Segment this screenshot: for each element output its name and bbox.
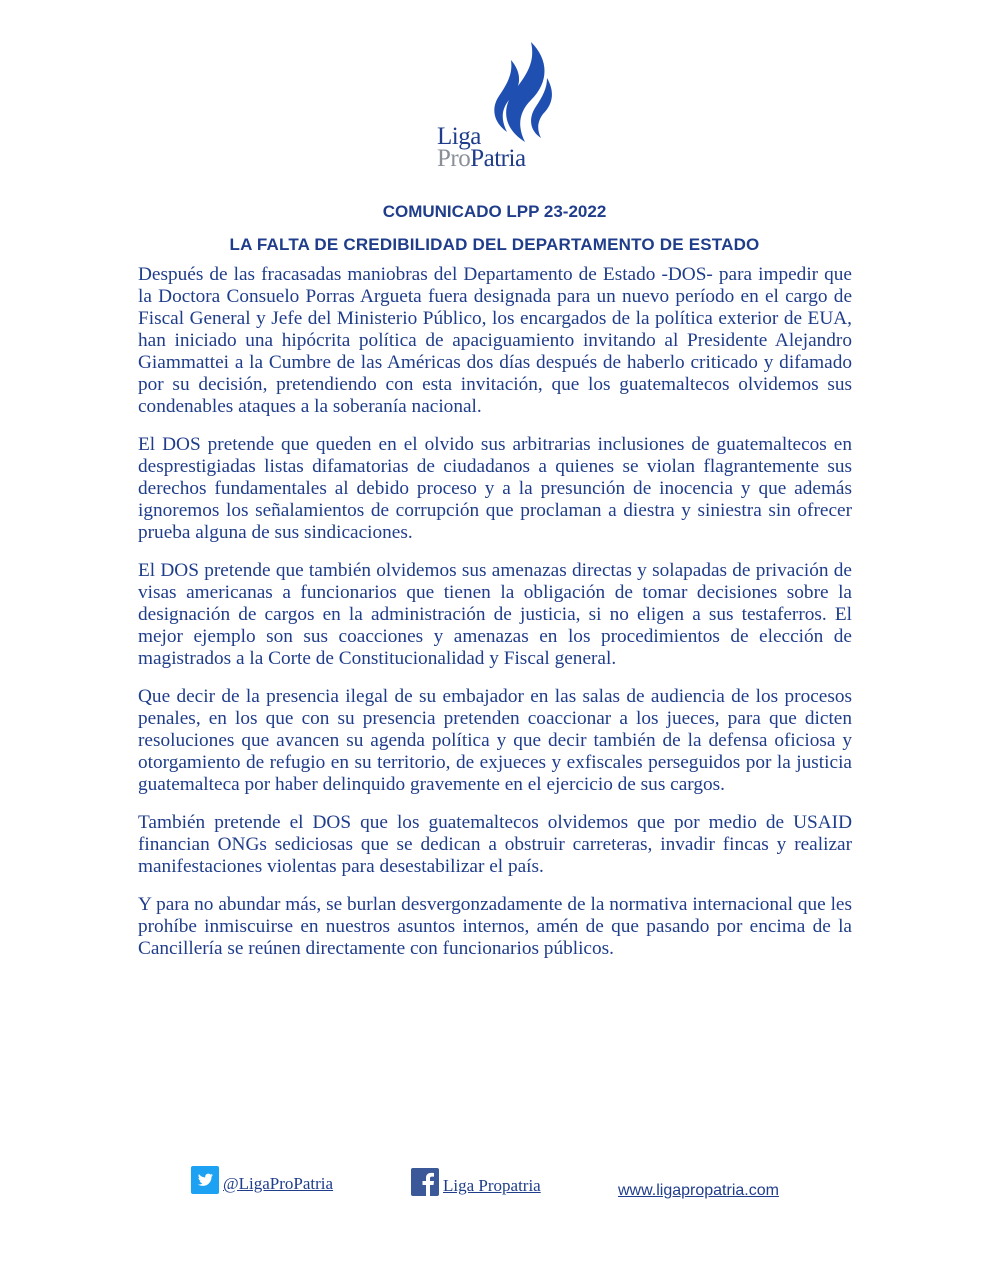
paragraph: Y para no abundar más, se burlan desvergonzadamente de la normativa internacional que les prohíbe inmiscuirse en nuestros asuntos internos, amén de que pasando por encima de la Cancillería se reúnen directamente con funcionarios públicos. (138, 894, 852, 959)
paragraph: Después de las fracasadas maniobras del Departamento de Estado -DOS- para impedir que la Doctora Consuelo Porras Argueta fuera designada para un nuevo período en el cargo de Fiscal General y Jefe del Ministerio Público, los encargados de la política exterior de EUA, han iniciado una hipócrita política de apaciguamiento invitando al Presidente Alejandro Giammattei a la Cumbre de las Américas dos días después de haberlo criticado y difamado por su decisión, pretendiendo con esta invitación, que los guatemaltecos olvidemos sus condenables ataques a la soberanía nacional. (138, 264, 852, 417)
paragraph: También pretende el DOS que los guatemaltecos olvidemos que por medio de USAID financian ONGs sediciosas que se dedican a obstruir carreteras, invadir fincas y realizar manifestaciones violentas para desestabilizar el país. (138, 812, 852, 877)
logo-text-pro: Pro (437, 145, 471, 172)
twitter-link[interactable] (191, 1166, 333, 1194)
logo-text-liga: Liga (437, 123, 481, 150)
facebook-link[interactable] (411, 1168, 541, 1196)
twitter-handle[interactable]: @LigaProPatria (223, 1174, 334, 1193)
logo (437, 38, 567, 183)
logo-text-patria: Patria (470, 145, 526, 172)
document-body (138, 264, 852, 976)
website-url[interactable]: www.ligapropatria.com (618, 1182, 779, 1199)
paragraph: El DOS pretende que queden en el olvido sus arbitrarias inclusiones de guatemaltecos en desprestigiadas listas difamatorias de ciudadanos a quienes se violan flagrantemente sus derechos fundamentales al debido proceso y a la presunción de inocencia y que además ignoremos los señalamientos de corrupción que proclaman a diestra y siniestra sin ofrecer prueba alguna de sus sindicaciones. (138, 434, 852, 543)
website-link[interactable] (618, 1182, 779, 1200)
facebook-icon (411, 1168, 439, 1196)
document-title: LA FALTA DE CREDIBILIDAD DEL DEPARTAMENTO DE ESTADO (229, 235, 760, 254)
twitter-icon (191, 1166, 219, 1194)
paragraph: El DOS pretende que también olvidemos sus amenazas directas y solapadas de privación de visas americanas a funcionarios que tienen la obligación de tomar decisiones sobre la designación de cargos en la administración de justicia, si no eligen a sus testaferros. El mejor ejemplo son sus coacciones y amenazas en los procedimientos de elección de magistrados a la Corte de Constitucionalidad y Fiscal general. (138, 560, 852, 669)
communique-code: COMUNICADO LPP 23-2022 (382, 202, 607, 221)
footer (0, 1166, 989, 1206)
facebook-page[interactable]: Liga Propatria (443, 1176, 541, 1195)
paragraph: Que decir de la presencia ilegal de su embajador en las salas de audiencia de los procesos penales, en los que con su presencia pretenden coaccionar a los jueces, para que dicten resoluciones que avancen su agenda política y que decir también de la defensa oficiosa y otorgamiento de refugio en su territorio, de exjueces y exfiscales perseguidos por la justicia guatemalteca por haber delinquido gravemente en el ejercicio de sus cargos. (138, 686, 852, 795)
